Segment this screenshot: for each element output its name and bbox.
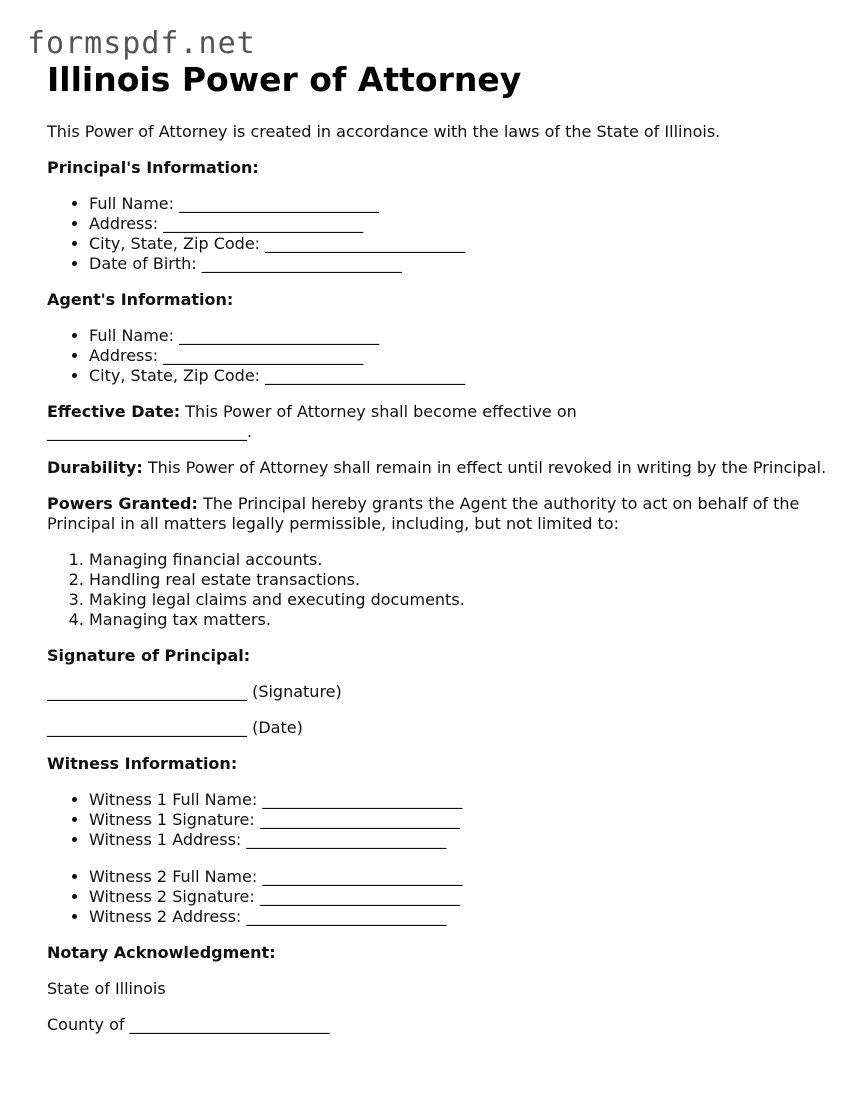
agent-city-state-zip-field: • City, State, Zip Code: _________________________	[89, 366, 827, 386]
document-title: Illinois Power of Attorney	[47, 60, 522, 99]
notary-county-line: County of _________________________	[47, 1015, 330, 1034]
witness-1-full-name-field: • Witness 1 Full Name: _________________________	[89, 790, 827, 810]
power-item: 1. Managing financial accounts.	[89, 550, 827, 570]
witness-1-address-field: • Witness 1 Address: _________________________	[89, 830, 827, 850]
effective-date-paragraph	[47, 402, 827, 442]
agent-fields	[47, 326, 827, 386]
intro-text: This Power of Attorney is created in accordance with the laws of the State of Illinois.	[47, 122, 721, 141]
effective-date-text: This Power of Attorney shall become effective on	[180, 402, 577, 421]
powers-paragraph	[47, 494, 827, 534]
powers-text: The Principal hereby grants the Agent the authority to act on behalf of the Principal in all matters legally permissible, including, but not limited to:	[47, 494, 800, 533]
effective-date-blank: _________________________.	[47, 422, 253, 441]
durability-label: Durability:	[47, 458, 143, 477]
principal-full-name-field: • Full Name: _________________________	[89, 194, 827, 214]
principal-fields	[47, 194, 827, 274]
principal-signature-line: _________________________ (Signature)	[47, 682, 342, 701]
principal-date-of-birth-field: • Date of Birth: _________________________	[89, 254, 827, 274]
witness-2-signature-field: • Witness 2 Signature: _________________________	[89, 887, 827, 907]
agent-address-field: • Address: _________________________	[89, 346, 827, 366]
principal-date-line: _________________________ (Date)	[47, 718, 303, 737]
durability-paragraph	[47, 458, 827, 478]
power-item: 2. Handling real estate transactions.	[89, 570, 827, 590]
effective-date-label: Effective Date:	[47, 402, 181, 421]
powers-label: Powers Granted:	[47, 494, 198, 513]
witness-2-fields	[47, 867, 827, 927]
signature-heading: Signature of Principal:	[47, 646, 251, 665]
power-item: 3. Making legal claims and executing documents.	[89, 590, 827, 610]
durability-text: This Power of Attorney shall remain in effect until revoked in writing by the Principal.	[142, 458, 827, 477]
principal-address-field: • Address: _________________________	[89, 214, 827, 234]
witness-1-signature-field: • Witness 1 Signature: _________________________	[89, 810, 827, 830]
agent-heading: Agent's Information:	[47, 290, 234, 309]
principal-heading: Principal's Information:	[47, 158, 259, 177]
powers-list	[47, 550, 827, 630]
notary-state: State of Illinois	[47, 979, 166, 998]
witness-heading: Witness Information:	[47, 754, 238, 773]
notary-heading: Notary Acknowledgment:	[47, 943, 276, 962]
document-body	[47, 58, 827, 1035]
power-item: 4. Managing tax matters.	[89, 610, 827, 630]
watermark: formspdf.net	[27, 26, 256, 61]
witness-2-full-name-field: • Witness 2 Full Name: _________________________	[89, 867, 827, 887]
witness-2-address-field: • Witness 2 Address: _________________________	[89, 907, 827, 927]
witness-1-fields	[47, 790, 827, 850]
principal-city-state-zip-field: • City, State, Zip Code: _________________________	[89, 234, 827, 254]
agent-full-name-field: • Full Name: _________________________	[89, 326, 827, 346]
